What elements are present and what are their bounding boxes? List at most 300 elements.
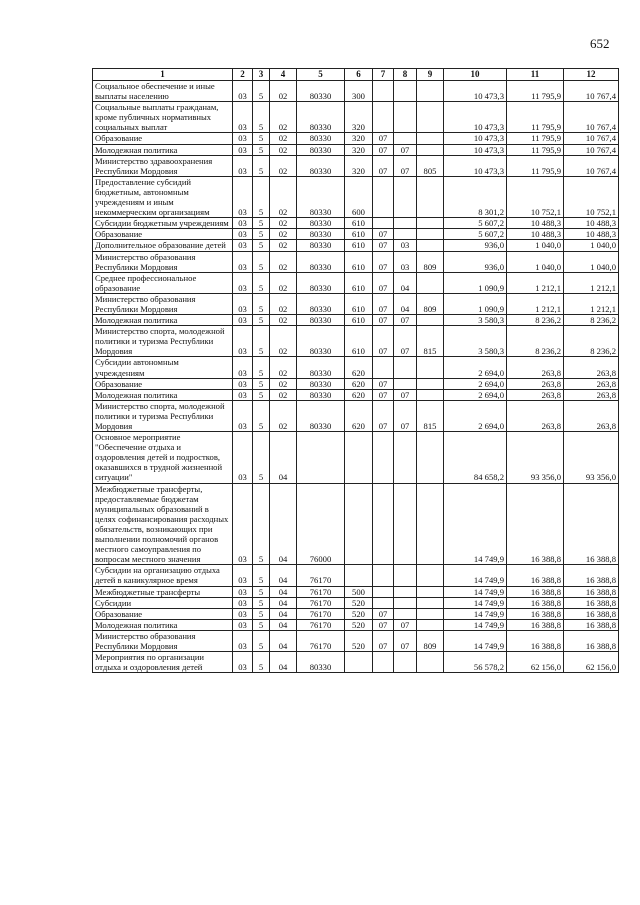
- code-cell: 02: [270, 176, 297, 217]
- code-cell: 07: [373, 240, 394, 251]
- row-name-cell: Среднее профессиональное образование: [93, 272, 233, 293]
- table-row: [93, 133, 619, 144]
- code-cell: 5: [253, 619, 270, 630]
- code-cell: 610: [345, 229, 373, 240]
- code-cell: [417, 608, 444, 619]
- code-cell: [394, 133, 417, 144]
- amount-cell: 1 040,0: [507, 251, 564, 272]
- code-cell: 76170: [297, 608, 345, 619]
- amount-cell: 16 388,8: [507, 483, 564, 565]
- code-cell: 5: [253, 389, 270, 400]
- code-cell: 04: [270, 619, 297, 630]
- page-number: 652: [590, 36, 610, 51]
- amount-cell: 263,8: [507, 378, 564, 389]
- column-header: 1: [93, 69, 233, 81]
- code-cell: [373, 586, 394, 597]
- row-name-cell: Социальные выплаты гражданам, кроме публичных нормативных социальных выплат: [93, 102, 233, 133]
- amount-cell: 1 040,0: [564, 251, 619, 272]
- amount-cell: 2 694,0: [444, 378, 507, 389]
- code-cell: [373, 597, 394, 608]
- table-row: [93, 272, 619, 293]
- code-cell: 03: [233, 229, 253, 240]
- code-cell: 76170: [297, 597, 345, 608]
- amount-cell: 10 752,1: [507, 176, 564, 217]
- amount-cell: 14 749,9: [444, 619, 507, 630]
- code-cell: 04: [270, 586, 297, 597]
- table-row: [93, 652, 619, 673]
- amount-cell: 263,8: [564, 389, 619, 400]
- code-cell: 76170: [297, 630, 345, 651]
- row-name-cell: Межбюджетные трансферты: [93, 586, 233, 597]
- amount-cell: 263,8: [564, 400, 619, 431]
- code-cell: 80330: [297, 229, 345, 240]
- code-cell: [345, 483, 373, 565]
- code-cell: 07: [373, 272, 394, 293]
- table-row: [93, 155, 619, 176]
- row-name-cell: Молодежная политика: [93, 389, 233, 400]
- code-cell: [394, 597, 417, 608]
- row-name-cell: Дополнительное образование детей: [93, 240, 233, 251]
- code-cell: [417, 432, 444, 483]
- code-cell: 300: [345, 81, 373, 102]
- code-cell: 07: [394, 315, 417, 326]
- code-cell: [417, 229, 444, 240]
- amount-cell: 16 388,8: [564, 630, 619, 651]
- code-cell: 5: [253, 272, 270, 293]
- table-row: [93, 102, 619, 133]
- code-cell: [345, 652, 373, 673]
- code-cell: 80330: [297, 240, 345, 251]
- code-cell: 76170: [297, 565, 345, 586]
- code-cell: 76170: [297, 619, 345, 630]
- table-row: [93, 432, 619, 483]
- amount-cell: 16 388,8: [564, 619, 619, 630]
- table-row: [93, 176, 619, 217]
- row-name-cell: Министерство здравоохранения Республики Мордовия: [93, 155, 233, 176]
- table-row: [93, 378, 619, 389]
- code-cell: 03: [233, 133, 253, 144]
- amount-cell: 1 212,1: [564, 293, 619, 314]
- code-cell: 520: [345, 597, 373, 608]
- code-cell: 02: [270, 102, 297, 133]
- amount-cell: 16 388,8: [507, 619, 564, 630]
- code-cell: [373, 565, 394, 586]
- code-cell: 620: [345, 378, 373, 389]
- code-cell: 80330: [297, 102, 345, 133]
- code-cell: [417, 144, 444, 155]
- amount-cell: 16 388,8: [507, 608, 564, 619]
- amount-cell: 8 236,2: [564, 315, 619, 326]
- code-cell: 5: [253, 81, 270, 102]
- code-cell: [417, 133, 444, 144]
- table-row: [93, 240, 619, 251]
- code-cell: 5: [253, 293, 270, 314]
- code-cell: [394, 81, 417, 102]
- code-cell: 80330: [297, 133, 345, 144]
- amount-cell: 16 388,8: [507, 597, 564, 608]
- code-cell: 03: [233, 218, 253, 229]
- amount-cell: 936,0: [444, 251, 507, 272]
- code-cell: 600: [345, 176, 373, 217]
- amount-cell: 10 488,3: [507, 218, 564, 229]
- code-cell: 02: [270, 326, 297, 357]
- code-cell: [417, 652, 444, 673]
- code-cell: 80330: [297, 251, 345, 272]
- code-cell: 04: [270, 432, 297, 483]
- amount-cell: 16 388,8: [507, 565, 564, 586]
- table-row: [93, 400, 619, 431]
- amount-cell: 3 580,3: [444, 326, 507, 357]
- code-cell: 610: [345, 315, 373, 326]
- code-cell: 620: [345, 357, 373, 378]
- amount-cell: 14 749,9: [444, 586, 507, 597]
- code-cell: 02: [270, 389, 297, 400]
- code-cell: 03: [394, 240, 417, 251]
- column-header: 6: [345, 69, 373, 81]
- code-cell: [417, 102, 444, 133]
- amount-cell: 16 388,8: [564, 565, 619, 586]
- table-row: [93, 144, 619, 155]
- code-cell: 07: [394, 619, 417, 630]
- code-cell: [417, 240, 444, 251]
- table-row: [93, 218, 619, 229]
- amount-cell: 93 356,0: [507, 432, 564, 483]
- code-cell: [417, 315, 444, 326]
- code-cell: 07: [394, 400, 417, 431]
- code-cell: 03: [233, 315, 253, 326]
- code-cell: 03: [233, 400, 253, 431]
- column-header: 7: [373, 69, 394, 81]
- code-cell: 520: [345, 630, 373, 651]
- column-header: 2: [233, 69, 253, 81]
- amount-cell: 14 749,9: [444, 630, 507, 651]
- amount-cell: 263,8: [564, 357, 619, 378]
- table-row: [93, 81, 619, 102]
- code-cell: [297, 432, 345, 483]
- code-cell: [394, 378, 417, 389]
- table-row: [93, 608, 619, 619]
- code-cell: 07: [373, 389, 394, 400]
- code-cell: [417, 483, 444, 565]
- code-cell: 03: [233, 597, 253, 608]
- code-cell: 5: [253, 133, 270, 144]
- amount-cell: 10 473,3: [444, 81, 507, 102]
- code-cell: 03: [233, 483, 253, 565]
- code-cell: 02: [270, 315, 297, 326]
- amount-cell: 10 752,1: [564, 176, 619, 217]
- code-cell: 07: [373, 133, 394, 144]
- code-cell: [394, 432, 417, 483]
- budget-table: [92, 68, 619, 673]
- amount-cell: 11 795,9: [507, 133, 564, 144]
- code-cell: 80330: [297, 389, 345, 400]
- row-name-cell: Мероприятия по организации отдыха и оздоровления детей: [93, 652, 233, 673]
- code-cell: 07: [394, 326, 417, 357]
- code-cell: 02: [270, 81, 297, 102]
- code-cell: 320: [345, 102, 373, 133]
- code-cell: [394, 176, 417, 217]
- code-cell: 320: [345, 144, 373, 155]
- amount-cell: 11 795,9: [507, 102, 564, 133]
- amount-cell: 14 749,9: [444, 483, 507, 565]
- code-cell: 815: [417, 400, 444, 431]
- code-cell: 07: [394, 144, 417, 155]
- code-cell: 5: [253, 565, 270, 586]
- row-name-cell: Молодежная политика: [93, 144, 233, 155]
- code-cell: 809: [417, 630, 444, 651]
- code-cell: 80330: [297, 357, 345, 378]
- code-cell: 5: [253, 597, 270, 608]
- code-cell: 02: [270, 229, 297, 240]
- column-header: 8: [394, 69, 417, 81]
- code-cell: [394, 586, 417, 597]
- code-cell: [417, 565, 444, 586]
- code-cell: [417, 378, 444, 389]
- amount-cell: 16 388,8: [564, 597, 619, 608]
- row-name-cell: Министерство образования Республики Мордовия: [93, 293, 233, 314]
- code-cell: 03: [233, 357, 253, 378]
- code-cell: 04: [270, 652, 297, 673]
- code-cell: 03: [233, 652, 253, 673]
- column-header: 11: [507, 69, 564, 81]
- code-cell: 02: [270, 133, 297, 144]
- row-name-cell: Молодежная политика: [93, 315, 233, 326]
- code-cell: 03: [233, 432, 253, 483]
- code-cell: 5: [253, 586, 270, 597]
- table-row: [93, 293, 619, 314]
- code-cell: 5: [253, 608, 270, 619]
- amount-cell: 2 694,0: [444, 400, 507, 431]
- amount-cell: 1 212,1: [507, 272, 564, 293]
- amount-cell: 10 767,4: [564, 155, 619, 176]
- amount-cell: 1 090,9: [444, 293, 507, 314]
- code-cell: 03: [233, 389, 253, 400]
- code-cell: 5: [253, 144, 270, 155]
- code-cell: 07: [373, 315, 394, 326]
- code-cell: [417, 81, 444, 102]
- code-cell: 03: [233, 272, 253, 293]
- row-name-cell: Основное мероприятие "Обеспечение отдыха и оздоровления детей и подростков, оказавшихся в трудной жизненной ситуации": [93, 432, 233, 483]
- amount-cell: 62 156,0: [507, 652, 564, 673]
- code-cell: 5: [253, 251, 270, 272]
- amount-cell: 14 749,9: [444, 608, 507, 619]
- code-cell: 5: [253, 357, 270, 378]
- code-cell: 04: [270, 597, 297, 608]
- code-cell: 03: [233, 240, 253, 251]
- column-header: 4: [270, 69, 297, 81]
- code-cell: 02: [270, 240, 297, 251]
- code-cell: 5: [253, 483, 270, 565]
- code-cell: 02: [270, 293, 297, 314]
- table-row: [93, 619, 619, 630]
- amount-cell: 3 580,3: [444, 315, 507, 326]
- code-cell: [417, 597, 444, 608]
- code-cell: 5: [253, 315, 270, 326]
- amount-cell: 10 473,3: [444, 133, 507, 144]
- code-cell: 5: [253, 102, 270, 133]
- amount-cell: 10 473,3: [444, 155, 507, 176]
- code-cell: [417, 586, 444, 597]
- row-name-cell: Социальное обеспечение и иные выплаты населению: [93, 81, 233, 102]
- amount-cell: 10 767,4: [564, 81, 619, 102]
- code-cell: 07: [373, 229, 394, 240]
- row-name-cell: Субсидии на организацию отдыха детей в каникулярное время: [93, 565, 233, 586]
- code-cell: 04: [270, 630, 297, 651]
- amount-cell: 11 795,9: [507, 155, 564, 176]
- code-cell: 03: [233, 81, 253, 102]
- amount-cell: 1 212,1: [507, 293, 564, 314]
- code-cell: 620: [345, 389, 373, 400]
- code-cell: 805: [417, 155, 444, 176]
- row-name-cell: Предоставление субсидий бюджетным, автономным учреждениям и иным некоммерческим организациям: [93, 176, 233, 217]
- table-row: [93, 357, 619, 378]
- amount-cell: 263,8: [507, 357, 564, 378]
- code-cell: 5: [253, 240, 270, 251]
- amount-cell: 16 388,8: [564, 483, 619, 565]
- amount-cell: 10 488,3: [507, 229, 564, 240]
- amount-cell: 14 749,9: [444, 597, 507, 608]
- code-cell: 03: [233, 608, 253, 619]
- row-name-cell: Министерство образования Республики Мордовия: [93, 630, 233, 651]
- code-cell: 5: [253, 630, 270, 651]
- code-cell: 07: [373, 619, 394, 630]
- code-cell: 03: [233, 176, 253, 217]
- code-cell: [394, 229, 417, 240]
- code-cell: 03: [233, 378, 253, 389]
- amount-cell: 84 658,2: [444, 432, 507, 483]
- code-cell: [345, 432, 373, 483]
- amount-cell: 11 795,9: [507, 81, 564, 102]
- table-row: [93, 315, 619, 326]
- table-row: [93, 389, 619, 400]
- code-cell: 07: [373, 326, 394, 357]
- code-cell: 5: [253, 652, 270, 673]
- code-cell: 02: [270, 251, 297, 272]
- code-cell: 02: [270, 272, 297, 293]
- code-cell: [373, 176, 394, 217]
- code-cell: 07: [373, 400, 394, 431]
- code-cell: [394, 652, 417, 673]
- code-cell: 80330: [297, 155, 345, 176]
- code-cell: 520: [345, 608, 373, 619]
- code-cell: 809: [417, 293, 444, 314]
- code-cell: 03: [394, 251, 417, 272]
- code-cell: 02: [270, 144, 297, 155]
- code-cell: 07: [373, 144, 394, 155]
- code-cell: [373, 81, 394, 102]
- code-cell: 02: [270, 357, 297, 378]
- amount-cell: 8 236,2: [507, 326, 564, 357]
- amount-cell: 16 388,8: [507, 586, 564, 597]
- row-name-cell: Министерство спорта, молодежной политики и туризма Республики Мордовия: [93, 326, 233, 357]
- table-header-row: [93, 69, 619, 81]
- row-name-cell: Субсидии бюджетным учреждениям: [93, 218, 233, 229]
- amount-cell: 263,8: [507, 400, 564, 431]
- code-cell: 610: [345, 293, 373, 314]
- amount-cell: 263,8: [507, 389, 564, 400]
- code-cell: 80330: [297, 272, 345, 293]
- code-cell: [417, 218, 444, 229]
- code-cell: 80330: [297, 81, 345, 102]
- code-cell: 5: [253, 176, 270, 217]
- code-cell: 76000: [297, 483, 345, 565]
- amount-cell: 62 156,0: [564, 652, 619, 673]
- amount-cell: 1 090,9: [444, 272, 507, 293]
- code-cell: [373, 432, 394, 483]
- code-cell: [394, 565, 417, 586]
- row-name-cell: Образование: [93, 378, 233, 389]
- code-cell: 320: [345, 155, 373, 176]
- code-cell: 815: [417, 326, 444, 357]
- amount-cell: 10 488,3: [564, 229, 619, 240]
- amount-cell: 11 795,9: [507, 144, 564, 155]
- code-cell: 03: [233, 630, 253, 651]
- code-cell: [394, 608, 417, 619]
- code-cell: 5: [253, 326, 270, 357]
- amount-cell: 10 767,4: [564, 102, 619, 133]
- amount-cell: 8 236,2: [564, 326, 619, 357]
- code-cell: 80330: [297, 218, 345, 229]
- code-cell: 07: [373, 155, 394, 176]
- table-row: [93, 229, 619, 240]
- table-row: [93, 597, 619, 608]
- code-cell: [373, 218, 394, 229]
- code-cell: 610: [345, 251, 373, 272]
- amount-cell: 93 356,0: [564, 432, 619, 483]
- code-cell: 809: [417, 251, 444, 272]
- amount-cell: 263,8: [564, 378, 619, 389]
- code-cell: [373, 652, 394, 673]
- code-cell: 80330: [297, 144, 345, 155]
- code-cell: [394, 102, 417, 133]
- column-header: 3: [253, 69, 270, 81]
- code-cell: 80330: [297, 400, 345, 431]
- code-cell: [373, 102, 394, 133]
- code-cell: 07: [394, 155, 417, 176]
- code-cell: 610: [345, 240, 373, 251]
- code-cell: 04: [394, 293, 417, 314]
- code-cell: 80330: [297, 326, 345, 357]
- table-row: [93, 483, 619, 565]
- code-cell: [417, 389, 444, 400]
- amount-cell: 16 388,8: [564, 586, 619, 597]
- amount-cell: 16 388,8: [564, 608, 619, 619]
- code-cell: 5: [253, 155, 270, 176]
- amount-cell: 14 749,9: [444, 565, 507, 586]
- code-cell: 80330: [297, 293, 345, 314]
- code-cell: 02: [270, 378, 297, 389]
- amount-cell: 10 473,3: [444, 102, 507, 133]
- code-cell: 80330: [297, 176, 345, 217]
- code-cell: [417, 272, 444, 293]
- code-cell: 03: [233, 586, 253, 597]
- column-header: 10: [444, 69, 507, 81]
- amount-cell: 1 040,0: [507, 240, 564, 251]
- amount-cell: 1 212,1: [564, 272, 619, 293]
- code-cell: 04: [270, 565, 297, 586]
- code-cell: [394, 483, 417, 565]
- amount-cell: 1 040,0: [564, 240, 619, 251]
- amount-cell: 5 607,2: [444, 229, 507, 240]
- code-cell: [373, 357, 394, 378]
- code-cell: 03: [233, 619, 253, 630]
- code-cell: 03: [233, 102, 253, 133]
- code-cell: 80330: [297, 652, 345, 673]
- column-header: 9: [417, 69, 444, 81]
- code-cell: [373, 483, 394, 565]
- code-cell: [345, 565, 373, 586]
- table-row: [93, 251, 619, 272]
